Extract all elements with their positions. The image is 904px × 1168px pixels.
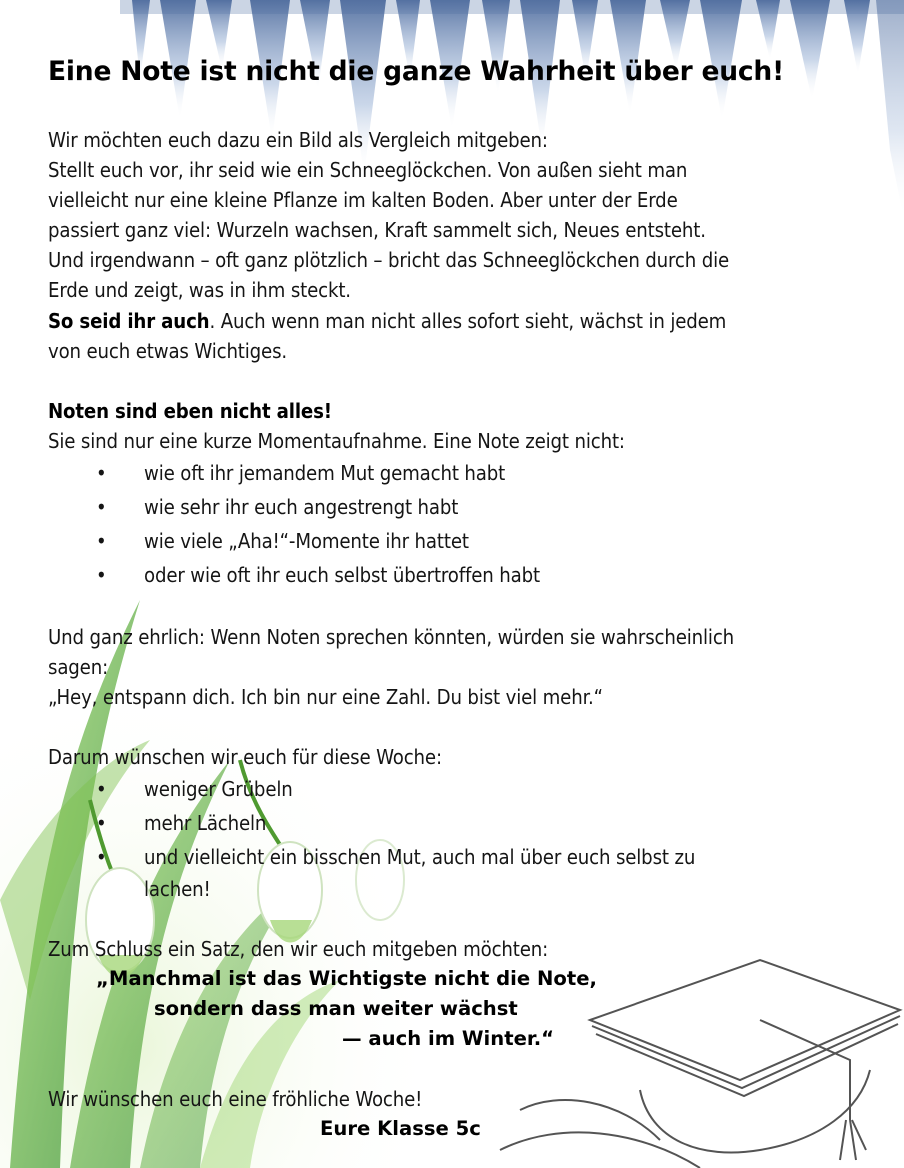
wunsch-item-3-continued: lachen! [144,877,211,901]
quote-line-3: — auch im Winter.“ [342,1027,555,1050]
wunsch-item-2: mehr Lächeln [144,811,267,835]
ehrlich-line-1: Und ganz ehrlich: Wenn Noten sprechen könnten, würden sie wahrscheinlich [48,625,735,649]
wunsch-item-3: und vielleicht ein bisschen Mut, auch mal über euch selbst zu [144,845,696,869]
noten-item-1: wie oft ihr jemandem Mut gemacht habt [144,461,506,485]
wunsch-item-1: weniger Grübeln [144,777,293,801]
noten-item-4: oder wie oft ihr euch selbst übertroffen habt [144,563,540,587]
bullet-icon: • [96,461,107,485]
noten-line: Sie sind nur eine kurze Momentaufnahme. Eine Note zeigt nicht: [48,429,625,453]
intro-line-7-rest: . Auch wenn man nicht alles sofort sieht, wächst in jedem [209,309,727,333]
intro-bold-phrase: So seid ihr auch [48,309,210,333]
intro-line-8: von euch etwas Wichtiges. [48,339,288,363]
quote-line-2: sondern dass man weiter wächst [154,997,518,1020]
intro-line-7 [48,306,726,336]
intro-line-6: Erde und zeigt, was in ihm steckt. [48,278,351,302]
bullet-icon: • [96,529,107,553]
noten-heading: Noten sind eben nicht alles! [48,399,332,423]
intro-line-5: Und irgendwann – oft ganz plötzlich – bricht das Schneeglöckchen durch die [48,248,730,272]
intro-line-3: vielleicht nur eine kleine Pflanze im kalten Boden. Aber unter der Erde [48,188,678,212]
bullet-icon: • [96,845,107,869]
quote-line-1: „Manchmal ist das Wichtigste nicht die Note, [96,967,597,990]
intro-line-2: Stellt euch vor, ihr seid wie ein Schneeglöckchen. Von außen sieht man [48,158,688,182]
signature: Eure Klasse 5c [320,1117,481,1140]
wunsch-line: Darum wünschen wir euch für diese Woche: [48,745,442,769]
bullet-icon: • [96,777,107,801]
bullet-icon: • [96,563,107,587]
page-title: Eine Note ist nicht die ganze Wahrheit über euch! [48,56,784,87]
schluss-line: Zum Schluss ein Satz, den wir euch mitgeben möchten: [48,937,549,961]
bullet-icon: • [96,495,107,519]
bullet-icon: • [96,811,107,835]
ehrlich-line-2: sagen: [48,655,109,679]
noten-item-2: wie sehr ihr euch angestrengt habt [144,495,459,519]
ehrlich-line-3: „Hey, entspann dich. Ich bin nur eine Zahl. Du bist viel mehr.“ [48,685,603,709]
intro-line-4: passiert ganz viel: Wurzeln wachsen, Kraft sammelt sich, Neues entsteht. [48,218,706,242]
noten-item-3: wie viele „Aha!“-Momente ihr hattet [144,529,469,553]
intro-line-1: Wir möchten euch dazu ein Bild als Vergleich mitgeben: [48,128,548,152]
closing-line: Wir wünschen euch eine fröhliche Woche! [48,1087,423,1111]
